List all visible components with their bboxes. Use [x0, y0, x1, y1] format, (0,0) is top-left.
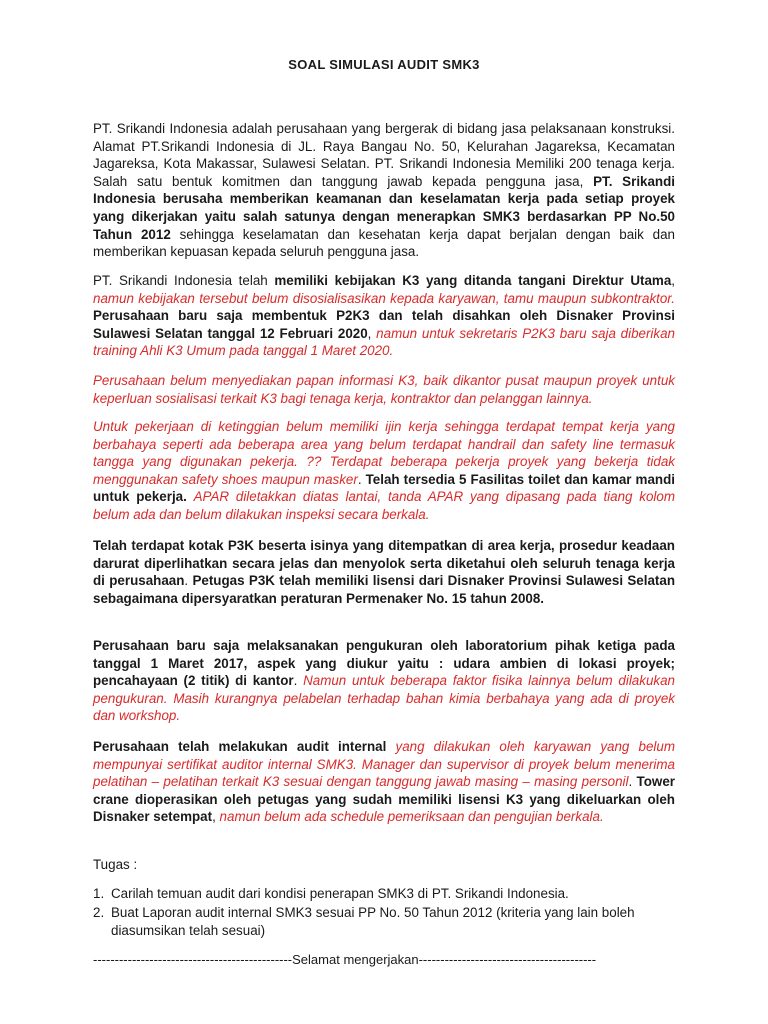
text-segment [187, 489, 194, 504]
text-segment: , [367, 325, 377, 341]
text-segment: . [184, 573, 193, 589]
closing-line: ----------------------------------------------Selamat mengerjakan----------------------------------------- [93, 952, 597, 967]
paragraph-work-at-height [93, 418, 675, 524]
task-number: 2. [93, 904, 105, 920]
bold-segment: Telah tersedia 5 Fasilitas toilet dan kamar mandi untuk pekerja. [93, 471, 675, 505]
bold-segment: Perusahaan baru saja membentuk P2K3 dan telah disahkan oleh Disnaker Provinsi Sulawesi Selatan tanggal 12 Februari 2020 [93, 308, 675, 341]
bold-segment: Perusahaan telah melakukan audit internal [93, 739, 387, 754]
red-finding-segment: Untuk pekerjaan di ketinggian belum memiliki ijin kerja sehingga terdapat tempat kerja yang berbahaya seperti ada beberapa area yang belum terdapat handrail dan safety line termasuk tangga yang digunakan pekerja. ?? Terdapat beberapa pekerja proyek yang bekerja tidak menggunakan safety shoes maupun masker [93, 419, 675, 487]
text-segment: , [212, 809, 220, 825]
bold-segment: Petugas P3K telah memiliki lisensi dari Disnaker Provinsi Sulawesi Selatan sebagaimana dipersyaratkan peraturan Permenaker No. 15 tahun 2008. [93, 573, 675, 606]
task-list [93, 885, 683, 940]
text-segment: , [671, 273, 675, 288]
text-segment: PT. Srikandi Indonesia telah [93, 273, 275, 288]
red-finding-segment: Perusahaan belum menyediakan papan informasi K3, baik dikantor pusat maupun proyek untuk keperluan sosialisasi terkait K3 bagi tenaga kerja, kontraktor dan pelanggan lainnya. [93, 373, 675, 406]
task-item [93, 904, 683, 940]
task-text: Carilah temuan audit dari kondisi penerapan SMK3 di PT. Srikandi Indonesia. [111, 886, 569, 901]
bold-segment: Tower crane dioperasikan oleh petugas yang sudah memiliki lisensi K3 yang dikeluarkan oleh Disnaker setempat [93, 774, 675, 825]
tasks-label: Tugas : [93, 857, 138, 872]
red-finding-segment: Namun untuk beberapa faktor fisika lainnya belum dilakukan pengukuran. Masih kurangnya pelabelan terhadap bahan kimia berbahaya yang ada di proyek dan workshop. [93, 673, 675, 724]
bold-segment: Perusahaan baru saja melaksanakan pengukuran oleh laboratorium pihak ketiga pada tanggal 1 Maret 2017, aspek yang diukur yaitu : udara ambien di lokasi proyek; pencahayaan (2 titik) di kantor [93, 638, 675, 689]
paragraph-first-aid [93, 537, 675, 607]
task-number: 1. [93, 886, 105, 901]
text-segment: sehingga keselamatan dan kesehatan kerja dapat berjalan dengan baik dan memberikan kepuasan kepada seluruh pengguna jasa. [93, 226, 675, 260]
bold-segment: PT. Srikandi Indonesia berusaha memberikan keamanan dan keselamatan kerja pada setiap proyek yang dikerjakan yaitu salah satunya dengan menerapkan SMK3 berdasarkan PP No.50 Tahun 2012 [93, 173, 676, 242]
text-segment [386, 739, 395, 754]
paragraph-k3-policy [93, 272, 675, 360]
red-finding-segment: namun belum ada schedule pemeriksaan dan pengujian berkala. [219, 809, 604, 825]
text-segment: PT. Srikandi Indonesia adalah perusahaan yang bergerak di bidang jasa pelaksanaan konstruksi. Alamat PT.Srikandi Indonesia di JL. Raya Bangau No. 50, Kelurahan Jagareksa, Kecamatan Jagareksa, Kota Makassar, Sulawesi Selatan. PT. Srikandi Indonesia Memiliki 200 tenaga kerja. Salah satu bentuk komitmen dan tanggung jawab kepada pengguna jasa, [93, 121, 675, 189]
text-segment: . [628, 774, 637, 790]
paragraph-measurement [93, 637, 675, 725]
red-finding-segment: APAR diletakkan diatas lantai, tanda APAR yang dipasang pada tiang kolom belum ada dan belum dilakukan inspeksi secara berkala. [93, 489, 675, 522]
red-finding-segment: yang dilakukan oleh karyawan yang belum mempunyai sertifikat auditor internal SMK3. Manager dan supervisor di proyek belum menerima pelatihan – pelatihan terkait K3 sesuai dengan tanggung jawab masing – masing personil [93, 739, 675, 790]
paragraph-information-board [93, 372, 675, 407]
bold-segment: Telah terdapat kotak P3K beserta isinya yang ditempatkan di area kerja, prosedur keadaan darurat diperlihatkan secara jelas dan menyolok serta diketahui oleh seluruh tenaga kerja di perusahaan [93, 538, 675, 589]
text-segment: . [357, 471, 366, 487]
red-finding-segment: namun untuk sekretaris P2K3 baru saja diberikan training Ahli K3 Umum pada tanggal 1 Maret 2020. [93, 325, 675, 359]
text-segment: . [293, 673, 304, 689]
bold-segment: memiliki kebijakan K3 yang ditanda tangani Direktur Utama [274, 273, 672, 288]
task-text: Buat Laporan audit internal SMK3 sesuai PP No. 50 Tahun 2012 (kriteria yang lain boleh diasumsikan telah sesuai) [111, 904, 635, 938]
red-finding-segment: namun kebijakan tersebut belum disosialisasikan kepada karyawan, tamu maupun subkontraktor. [93, 290, 675, 306]
document-title: SOAL SIMULASI AUDIT SMK3 [288, 57, 480, 72]
paragraph-company-profile [93, 120, 675, 261]
task-item [93, 885, 683, 903]
paragraph-internal-audit [93, 738, 675, 826]
